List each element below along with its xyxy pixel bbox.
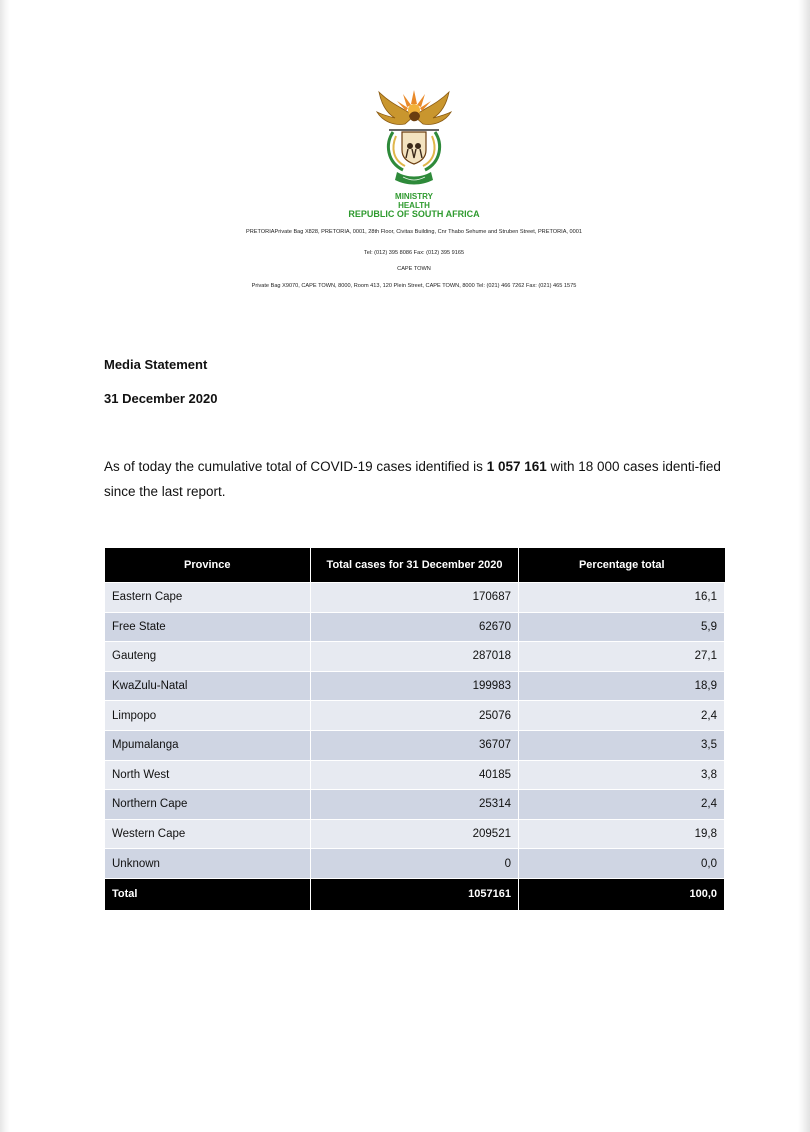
cell-province: Gauteng bbox=[105, 642, 311, 672]
cell-percent: 5,9 bbox=[519, 612, 725, 642]
cell-cases: 62670 bbox=[311, 612, 519, 642]
table-row bbox=[105, 642, 725, 672]
cell-cases: 40185 bbox=[311, 760, 519, 790]
cell-province: Eastern Cape bbox=[105, 583, 311, 613]
paragraph-total-cases: 1 057 161 bbox=[486, 459, 547, 474]
cell-cases: 36707 bbox=[311, 730, 519, 760]
pretoria-address: PRETORIAPrivate Bag X828, PRETORIA, 0001, 28th Floor, Civitas Building, Cnr Thabo Sehume and Struben Street, PRETORIA, 0001 bbox=[245, 229, 582, 235]
country-label: REPUBLIC OF SOUTH AFRICA bbox=[348, 209, 480, 219]
cell-cases: 170687 bbox=[311, 583, 519, 613]
cell-province: Unknown bbox=[105, 849, 311, 879]
cell-percent: 2,4 bbox=[519, 701, 725, 731]
table-row bbox=[105, 849, 725, 879]
coat-of-arms-icon bbox=[373, 86, 455, 188]
pretoria-phone: Tel: (012) 395 8086 Fax: (012) 395 9165 bbox=[363, 250, 465, 256]
header-percentage: Percentage total bbox=[519, 548, 725, 583]
statement-title: Media Statement bbox=[104, 357, 208, 372]
header-total-cases: Total cases for 31 December 2020 bbox=[311, 548, 519, 583]
table-row bbox=[105, 790, 725, 820]
cell-cases: 287018 bbox=[311, 642, 519, 672]
total-percent: 100,0 bbox=[519, 878, 725, 910]
cell-province: Free State bbox=[105, 612, 311, 642]
table-row bbox=[105, 819, 725, 849]
cell-percent: 19,8 bbox=[519, 819, 725, 849]
cell-percent: 3,5 bbox=[519, 730, 725, 760]
cell-cases: 0 bbox=[311, 849, 519, 879]
cases-table bbox=[104, 548, 725, 911]
cell-cases: 199983 bbox=[311, 671, 519, 701]
cell-cases: 25076 bbox=[311, 701, 519, 731]
table-row bbox=[105, 701, 725, 731]
cell-province: Western Cape bbox=[105, 819, 311, 849]
table-row bbox=[105, 760, 725, 790]
cape-town-address: Private Bag X9070, CAPE TOWN, 8000, Room 413, 120 Plein Street, CAPE TOWN, 8000 Tel: (021) 466 7262 Fax: (021) 465 1575 bbox=[251, 283, 577, 289]
cell-province: Mpumalanga bbox=[105, 730, 311, 760]
cell-percent: 2,4 bbox=[519, 790, 725, 820]
table-row bbox=[105, 612, 725, 642]
cell-percent: 27,1 bbox=[519, 642, 725, 672]
cell-cases: 25314 bbox=[311, 790, 519, 820]
total-cases: 1057161 bbox=[311, 878, 519, 910]
cell-percent: 18,9 bbox=[519, 671, 725, 701]
table-header-row bbox=[105, 548, 725, 583]
cell-province: North West bbox=[105, 760, 311, 790]
cell-province: Northern Cape bbox=[105, 790, 311, 820]
table-row bbox=[105, 730, 725, 760]
cell-cases: 209521 bbox=[311, 819, 519, 849]
cell-percent: 16,1 bbox=[519, 583, 725, 613]
table-total-row bbox=[105, 878, 725, 910]
paragraph-text-before: As of today the cumulative total of COVID-19 cases identified is bbox=[104, 459, 487, 474]
table-row bbox=[105, 583, 725, 613]
header-province: Province bbox=[105, 548, 311, 583]
ministry-label: MINISTRY bbox=[395, 192, 433, 201]
cell-province: Limpopo bbox=[105, 701, 311, 731]
cell-province: KwaZulu-Natal bbox=[105, 671, 311, 701]
statement-date: 31 December 2020 bbox=[104, 391, 218, 406]
page-edge-left bbox=[0, 0, 10, 1132]
page-edge-right bbox=[798, 0, 810, 1132]
table-row bbox=[105, 671, 725, 701]
cell-percent: 0,0 bbox=[519, 849, 725, 879]
cell-percent: 3,8 bbox=[519, 760, 725, 790]
statement-paragraph bbox=[104, 455, 724, 504]
total-label: Total bbox=[105, 878, 311, 910]
cape-town-label: CAPE TOWN bbox=[397, 266, 431, 272]
paragraph-text-after: with 18 000 cases identi-fied since the last report. bbox=[104, 459, 721, 499]
department-label: HEALTH bbox=[398, 201, 430, 210]
